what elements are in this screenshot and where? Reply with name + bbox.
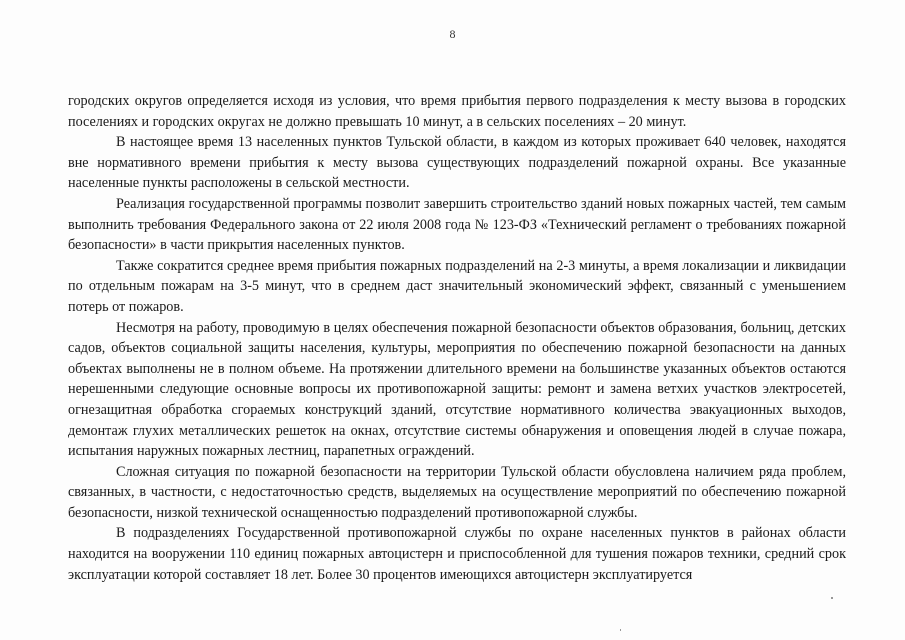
- page-number: 8: [449, 27, 456, 41]
- paragraph-fire-trucks: В подразделениях Государственной противопожарной службы по охране населенных пунктов в районах области находится на вооружении 110 единиц пожарных автоцистерн и приспособленной для тушения пожаров техники, средний срок эксплуатации которой составляет 18 лет. Более 30 процентов имеющихся автоцистерн эксплуатируется: [68, 525, 846, 583]
- paragraph-social-objects-safety: Несмотря на работу, проводимую в целях обеспечения пожарной безопасности объектов образования, больниц, детских садов, объектов социальной защиты населения, культуры, мероприятия по обеспечению пожарной безопасности на данных объектах выполнены не в полном объеме. На протяжении длительного времени на большинстве указанных объектов остаются нерешенными следующие основные вопросы их противопожарной защиты: ремонт и замена ветхих участков электросетей, огнезащитная обработка сгораемых конструкций зданий, отсутствие нормативного количества эвакуационных выходов, демонтаж глухих металлических решеток на окнах, отсутствие системы обнаружения и оповещения людей в случае пожара, испытания наружных пожарных лестниц, парапетных ограждений.: [68, 319, 846, 460]
- document-body: [68, 91, 846, 585]
- paragraph-program-implementation: Реализация государственной программы позволит завершить строительство зданий новых пожарных частей, тем самым выполнить требования Федерального закона от 22 июля 2008 года № 123-ФЗ «Технический регламент о требованиях пожарной безопасности» в части прикрытия населенных пунктов.: [68, 195, 846, 254]
- paragraph-arrival-time-norms: городских округов определяется исходя из условия, что время прибытия первого подразделения к месту вызова в городских поселениях и городских округах не должно превышать 10 минут, а в сельских поселениях – 20 минут.: [68, 93, 846, 130]
- scan-speck: [620, 629, 621, 631]
- paragraph-difficult-situation: Сложная ситуация по пожарной безопасности на территории Тульской области обусловлена наличием ряда проблем, связанных, в частности, с недостаточностью средств, выделяемых на осуществление мероприятий по обеспечению пожарной безопасности, низкой технической оснащенностью подразделений противопожарной службы.: [68, 463, 846, 521]
- scan-speck: [831, 597, 833, 599]
- paragraph-settlements-outside-norm: В настоящее время 13 населенных пунктов Тульской области, в каждом из которых проживает 640 человек, находятся вне нормативного времени прибытия к месту вызова существующих подразделений пожарной охраны. Все указанные населенные пункты расположены в сельской местности.: [68, 134, 846, 192]
- paragraph-arrival-time-reduction: Также сократится среднее время прибытия пожарных подразделений на 2-3 минуты, а время локализации и ликвидации по отдельным пожарам на 3-5 минут, что в среднем даст значительный экономический эффект, связанный с уменьшением потерь от пожаров.: [68, 257, 846, 315]
